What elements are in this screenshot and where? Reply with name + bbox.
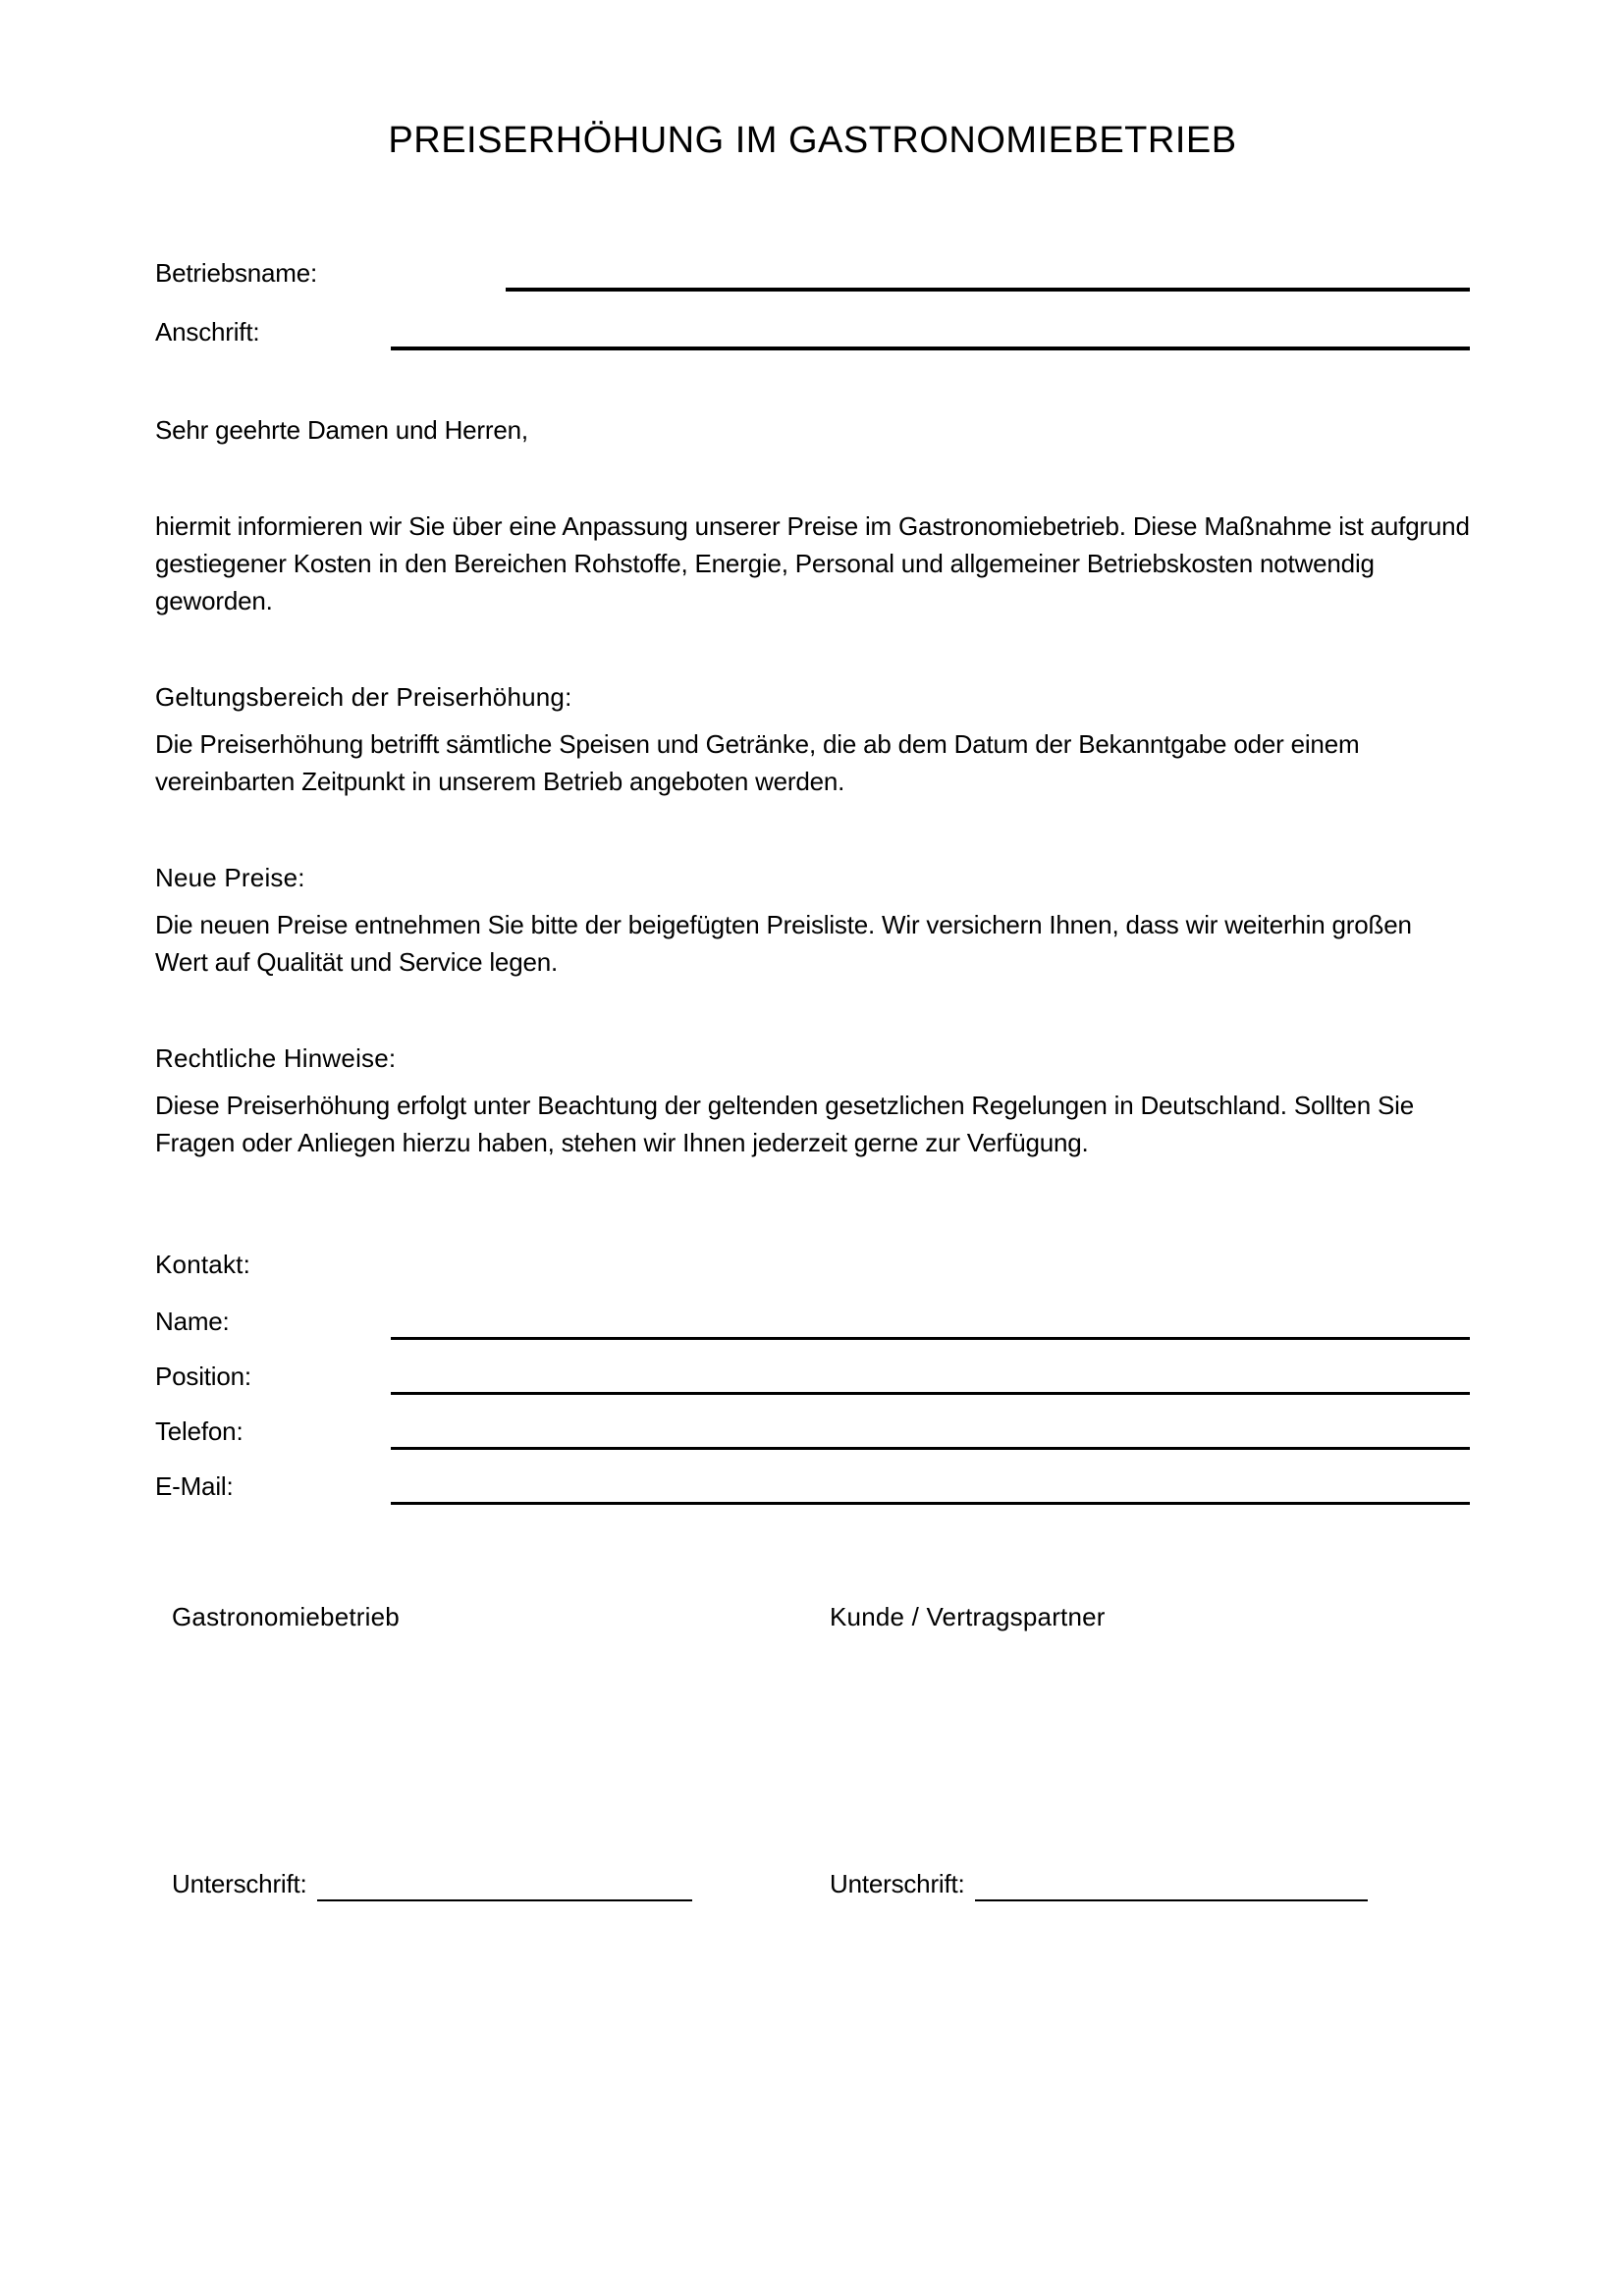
signature-line-right[interactable] [975,1874,1368,1901]
section-heading-neue-preise: Neue Preise: [155,863,305,892]
section-body-neue-preise: Die neuen Preise entnehmen Sie bitte der beigefügten Preisliste. Wir versichern Ihnen, dass wir weiterhin großen Wert auf Qualität und Service legen. [155,910,1412,977]
betriebsname-field-row [155,246,1470,292]
name-input-line[interactable] [391,1303,1470,1340]
contact-block [155,1250,1470,1505]
document-title: PREISERHÖHUNG IM GASTRONOMIEBETRIEB [388,120,1237,161]
signature-cell-right [830,1868,1470,1901]
name-label: Name: [155,1307,230,1336]
position-label: Position: [155,1362,251,1391]
name-field-row [155,1295,1470,1340]
email-field-row [155,1460,1470,1505]
email-input-line[interactable] [391,1468,1470,1505]
signature-parties-row [155,1601,1470,1632]
contact-heading: Kontakt: [155,1250,250,1279]
signature-lines-row [155,1868,1470,1901]
telefon-label: Telefon: [155,1416,244,1446]
anschrift-field-row [155,305,1470,350]
signature-label-left: Unterschrift: [172,1869,307,1898]
position-field-row [155,1350,1470,1395]
email-label: E-Mail: [155,1471,234,1501]
position-input-line[interactable] [391,1358,1470,1395]
section-geltungsbereich [155,682,1470,800]
intro-paragraph: hiermit informieren wir Sie über eine Anpassung unserer Preise im Gastronomiebetrieb. Diese Maßnahme ist aufgrund gestiegener Kosten in den Bereichen Rohstoffe, Energie, Personal und allgemeiner Betriebskosten notwendig geworden. [155,511,1470,615]
section-body-rechtliche-hinweise: Diese Preiserhöhung erfolgt unter Beachtung der geltenden gesetzlichen Regelungen in Deutschland. Sollten Sie Fragen oder Anliegen hierzu haben, stehen wir Ihnen jederzeit gerne zur Verfügung. [155,1091,1414,1157]
signature-cell-left [172,1868,830,1901]
telefon-input-line[interactable] [391,1413,1470,1450]
betriebsname-label: Betriebsname: [155,258,318,288]
contact-rows [155,1295,1470,1505]
anschrift-input-line[interactable] [391,313,1470,350]
signature-line-left[interactable] [317,1874,692,1901]
party-label-gastronomiebetrieb: Gastronomiebetrieb [172,1602,400,1631]
betriebsname-input-line[interactable] [506,254,1470,292]
party-label-kunde-vertragspartner: Kunde / Vertragspartner [830,1602,1106,1631]
salutation: Sehr geehrte Damen und Herren, [155,415,528,445]
section-rechtliche-hinweise [155,1043,1470,1161]
section-body-geltungsbereich: Die Preiserhöhung betrifft sämtliche Speisen und Getränke, die ab dem Datum der Bekanntgabe oder einem vereinbarten Zeitpunkt in unserem Betrieb angeboten werden. [155,729,1360,796]
section-neue-preise [155,863,1470,981]
signature-label-right: Unterschrift: [830,1869,965,1898]
section-heading-geltungsbereich: Geltungsbereich der Preiserhöhung: [155,682,572,712]
section-heading-rechtliche-hinweise: Rechtliche Hinweise: [155,1043,397,1073]
top-fields-block [155,246,1470,350]
anschrift-label: Anschrift: [155,317,260,347]
telefon-field-row [155,1405,1470,1450]
